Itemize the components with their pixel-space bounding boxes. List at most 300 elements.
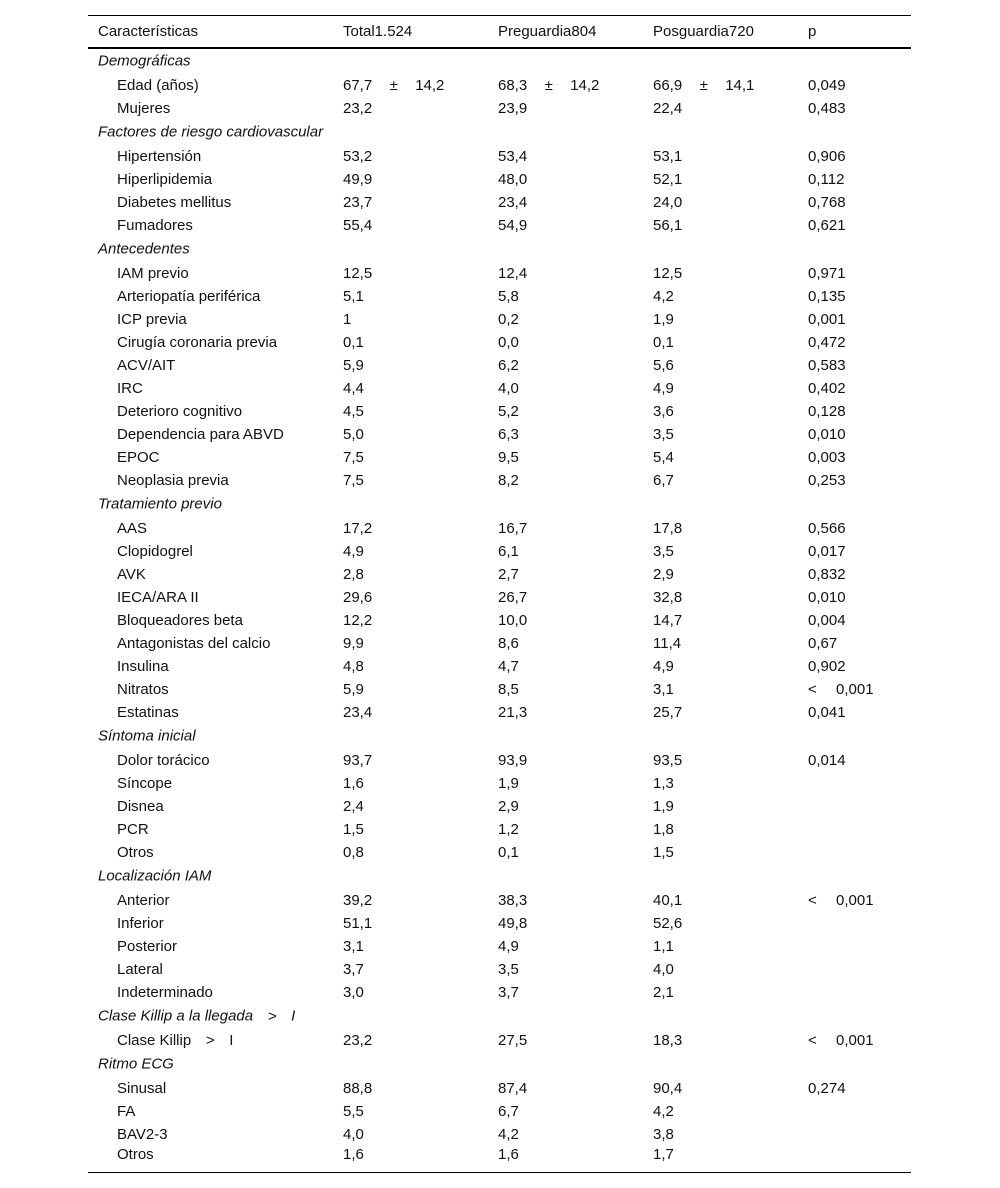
preguardia-cell: [488, 517, 643, 540]
value: 3,0: [343, 983, 364, 1001]
p-value-cell: [798, 214, 911, 237]
plus-minus-sign: ±: [699, 76, 708, 94]
posguardia-cell: [643, 935, 798, 958]
section-title: [88, 237, 911, 262]
row-label: Posterior: [117, 937, 178, 955]
table-row: [88, 958, 911, 981]
total-cell: [333, 262, 488, 285]
row-label-cell: [88, 563, 333, 586]
value: 1,9: [653, 797, 674, 815]
posguardia-cell: [643, 701, 798, 724]
value: 11,4: [653, 634, 682, 652]
row-label: Sinusal: [117, 1079, 167, 1097]
value: 7,5: [343, 471, 364, 489]
row-label: Síncope: [117, 774, 173, 792]
total-cell: [333, 749, 488, 772]
value: 4,8: [343, 657, 364, 675]
posguardia-cell: [643, 145, 798, 168]
value: 17,8: [653, 519, 683, 537]
preguardia-cell: [488, 469, 643, 492]
value: 1,3: [653, 774, 674, 792]
total-cell: [333, 795, 488, 818]
p-value: 0,003: [808, 448, 846, 466]
p-value-cell: [798, 377, 911, 400]
value: 5,6: [653, 356, 674, 374]
p-value: 0,135: [808, 287, 846, 305]
p-value: 0,253: [808, 471, 846, 489]
plus-minus-sign: ±: [389, 76, 398, 94]
row-label: FA: [117, 1102, 136, 1120]
preguardia-cell: [488, 308, 643, 331]
preguardia-cell: [488, 795, 643, 818]
p-value: 0,001: [836, 680, 874, 698]
value: 5,4: [653, 448, 674, 466]
preguardia-cell: [488, 214, 643, 237]
preguardia-cell: [488, 678, 643, 701]
posguardia-cell: [643, 1029, 798, 1052]
row-label-cell: [88, 377, 333, 400]
table-row: [88, 935, 911, 958]
total-cell: [333, 168, 488, 191]
row-label: BAV2-3: [117, 1125, 168, 1143]
total-cell: [333, 308, 488, 331]
row-label-cell: [88, 632, 333, 655]
plus-minus-sign: ±: [544, 76, 553, 94]
table-row: [88, 749, 911, 772]
row-label-cell: [88, 262, 333, 285]
row-label-cell: [88, 772, 333, 795]
section-title: [88, 724, 911, 749]
value: 23,2: [343, 99, 373, 117]
table-row: [88, 354, 911, 377]
row-label: Bloqueadores beta: [117, 611, 243, 629]
value: 5,0: [343, 425, 364, 443]
row-label-cell: [88, 285, 333, 308]
p-value-cell: [798, 632, 911, 655]
posguardia-cell: [643, 446, 798, 469]
section-header-row: [88, 237, 911, 262]
section-title: [88, 1004, 911, 1029]
total-cell: [333, 74, 488, 97]
posguardia-cell: [643, 308, 798, 331]
total-cell: [333, 935, 488, 958]
p-value-cell: [798, 308, 911, 331]
table-row: [88, 981, 911, 1004]
total-cell: [333, 191, 488, 214]
row-label: AVK: [117, 565, 146, 583]
row-label: IRC: [117, 379, 143, 397]
value: 5,5: [343, 1102, 364, 1120]
total-cell: [333, 145, 488, 168]
total-cell: [333, 214, 488, 237]
section-title-text: Antecedentes: [98, 240, 190, 258]
p-value-cell: [798, 1146, 911, 1173]
value: 88,8: [343, 1079, 373, 1097]
value: 48,0: [498, 170, 528, 188]
section-title: [88, 48, 911, 74]
row-label-cell: [88, 912, 333, 935]
row-label-cell: [88, 609, 333, 632]
total-cell: [333, 354, 488, 377]
value: 0,1: [653, 333, 674, 351]
value: 4,0: [498, 379, 519, 397]
row-label-suffix: I: [229, 1031, 234, 1049]
row-label: Hiperlipidemia: [117, 170, 213, 188]
value: 2,1: [653, 983, 674, 1001]
total-cell: [333, 609, 488, 632]
table-row: [88, 308, 911, 331]
preguardia-cell: [488, 749, 643, 772]
preguardia-cell: [488, 331, 643, 354]
value: 3,1: [653, 680, 674, 698]
header-caracteristicas: Características: [88, 16, 333, 48]
p-value: 0,041: [808, 703, 846, 721]
total-cell: [333, 563, 488, 586]
characteristics-table: [88, 15, 911, 1173]
posguardia-cell: [643, 609, 798, 632]
p-value-cell: [798, 841, 911, 864]
p-value-cell: [798, 262, 911, 285]
section-title: [88, 120, 911, 145]
table-row: [88, 262, 911, 285]
value: 25,7: [653, 703, 683, 721]
posguardia-cell: [643, 889, 798, 912]
posguardia-cell: [643, 841, 798, 864]
value: 55,4: [343, 216, 373, 234]
row-label-cell: [88, 446, 333, 469]
value: 4,2: [498, 1125, 519, 1143]
p-value: 0,402: [808, 379, 846, 397]
table-row: [88, 191, 911, 214]
total-cell: [333, 912, 488, 935]
table-row: [88, 285, 911, 308]
value: 3,5: [653, 542, 674, 560]
p-value-cell: [798, 191, 911, 214]
preguardia-cell: [488, 981, 643, 1004]
preguardia-cell: [488, 400, 643, 423]
value: 4,9: [653, 379, 674, 397]
posguardia-cell: [643, 168, 798, 191]
section-title-text: Tratamiento previo: [98, 495, 222, 513]
row-label-cell: [88, 795, 333, 818]
p-value-cell: [798, 74, 911, 97]
section-header-row: [88, 120, 911, 145]
p-value-cell: [798, 981, 911, 1004]
value: 53,4: [498, 147, 528, 165]
p-value: 0,049: [808, 76, 846, 94]
posguardia-cell: [643, 540, 798, 563]
total-cell: [333, 400, 488, 423]
row-label: Mujeres: [117, 99, 171, 117]
preguardia-cell: [488, 191, 643, 214]
row-label: Diabetes mellitus: [117, 193, 232, 211]
value: 2,7: [498, 565, 519, 583]
value: 6,1: [498, 542, 519, 560]
posguardia-cell: [643, 678, 798, 701]
table-row: [88, 517, 911, 540]
row-label: ICP previa: [117, 310, 187, 328]
value: 5,9: [343, 356, 364, 374]
p-value-cell: [798, 958, 911, 981]
std-dev-value: 14,2: [570, 76, 600, 94]
section-title: [88, 864, 911, 889]
greater-than-sign: >: [205, 1031, 215, 1049]
preguardia-cell: [488, 655, 643, 678]
value: 29,6: [343, 588, 373, 606]
row-label: Lateral: [117, 960, 163, 978]
p-value-cell: [798, 749, 911, 772]
value: 23,2: [343, 1031, 373, 1049]
p-value-cell: [798, 1100, 911, 1123]
table-row: [88, 655, 911, 678]
row-label: Deterioro cognitivo: [117, 402, 243, 420]
p-value: 0,001: [808, 310, 846, 328]
preguardia-cell: [488, 262, 643, 285]
p-value: 0,014: [808, 751, 846, 769]
value: 40,1: [653, 891, 683, 909]
value: 1,6: [343, 1145, 364, 1163]
p-value: 0,902: [808, 657, 846, 675]
p-value: 0,128: [808, 402, 846, 420]
preguardia-cell: [488, 912, 643, 935]
p-value-cell: [798, 469, 911, 492]
value: 3,7: [343, 960, 364, 978]
row-label: Hipertensión: [117, 147, 202, 165]
p-value-cell: [798, 1077, 911, 1100]
table-row: [88, 97, 911, 120]
p-value: 0,001: [836, 891, 874, 909]
posguardia-cell: [643, 97, 798, 120]
preguardia-cell: [488, 354, 643, 377]
row-label: EPOC: [117, 448, 160, 466]
header-preguardia: Preguardia804: [488, 16, 643, 48]
total-cell: [333, 1146, 488, 1173]
table-row: [88, 772, 911, 795]
row-label-cell: [88, 331, 333, 354]
value: 3,5: [498, 960, 519, 978]
p-value-cell: [798, 1123, 911, 1146]
posguardia-cell: [643, 1123, 798, 1146]
table-row: [88, 446, 911, 469]
value: 0,2: [498, 310, 519, 328]
posguardia-cell: [643, 772, 798, 795]
row-label: IAM previo: [117, 264, 189, 282]
value: 22,4: [653, 99, 683, 117]
posguardia-cell: [643, 632, 798, 655]
value: 1,6: [343, 774, 364, 792]
less-than-sign: <: [808, 680, 817, 698]
value: 12,2: [343, 611, 373, 629]
section-title-text: Localización IAM: [98, 867, 212, 885]
p-value-cell: [798, 563, 911, 586]
value: 23,4: [343, 703, 373, 721]
total-cell: [333, 469, 488, 492]
value: 49,9: [343, 170, 373, 188]
value: 8,2: [498, 471, 519, 489]
table-row: [88, 423, 911, 446]
table-row: [88, 701, 911, 724]
row-label: Arteriopatía periférica: [117, 287, 261, 305]
row-label-cell: [88, 214, 333, 237]
row-label-cell: [88, 168, 333, 191]
value: 0,1: [498, 843, 519, 861]
posguardia-cell: [643, 586, 798, 609]
value: 4,4: [343, 379, 364, 397]
preguardia-cell: [488, 74, 643, 97]
total-cell: [333, 678, 488, 701]
value: 3,6: [653, 402, 674, 420]
p-value-cell: [798, 586, 911, 609]
preguardia-cell: [488, 1123, 643, 1146]
preguardia-cell: [488, 841, 643, 864]
row-label-cell: [88, 97, 333, 120]
table-row: [88, 632, 911, 655]
total-cell: [333, 1100, 488, 1123]
preguardia-cell: [488, 168, 643, 191]
posguardia-cell: [643, 795, 798, 818]
p-value: 0,832: [808, 565, 846, 583]
value: 66,9: [653, 76, 683, 94]
p-value: 0,472: [808, 333, 846, 351]
row-label: Edad (años): [117, 76, 199, 94]
value: 49,8: [498, 914, 528, 932]
posguardia-cell: [643, 655, 798, 678]
posguardia-cell: [643, 517, 798, 540]
p-value: 0,004: [808, 611, 846, 629]
row-label-cell: [88, 469, 333, 492]
value: 51,1: [343, 914, 373, 932]
p-value-cell: [798, 795, 911, 818]
p-value: 0,583: [808, 356, 846, 374]
value: 23,4: [498, 193, 528, 211]
section-title-text: Ritmo ECG: [98, 1055, 174, 1073]
row-label-cell: [88, 981, 333, 1004]
value: 1,9: [653, 310, 674, 328]
preguardia-cell: [488, 97, 643, 120]
total-cell: [333, 540, 488, 563]
posguardia-cell: [643, 1100, 798, 1123]
value: 67,7: [343, 76, 373, 94]
p-value-cell: [798, 145, 911, 168]
p-value-cell: [798, 168, 911, 191]
row-label: IECA/ARA II: [117, 588, 199, 606]
row-label-cell: [88, 958, 333, 981]
preguardia-cell: [488, 889, 643, 912]
value: 18,3: [653, 1031, 683, 1049]
value: 4,2: [653, 287, 674, 305]
value: 0,1: [343, 333, 364, 351]
row-label: Fumadores: [117, 216, 193, 234]
table-row: [88, 331, 911, 354]
preguardia-cell: [488, 540, 643, 563]
row-label-cell: [88, 354, 333, 377]
total-cell: [333, 632, 488, 655]
table-body: [88, 48, 911, 1173]
value: 0,8: [343, 843, 364, 861]
p-value-cell: [798, 912, 911, 935]
p-value: 0,112: [808, 170, 845, 188]
value: 87,4: [498, 1079, 528, 1097]
preguardia-cell: [488, 609, 643, 632]
total-cell: [333, 285, 488, 308]
row-label-cell: [88, 191, 333, 214]
total-cell: [333, 981, 488, 1004]
total-cell: [333, 1123, 488, 1146]
p-value-cell: [798, 97, 911, 120]
value: 12,4: [498, 264, 528, 282]
posguardia-cell: [643, 818, 798, 841]
table-row: [88, 841, 911, 864]
value: 54,9: [498, 216, 528, 234]
row-label: Clase Killip: [117, 1031, 192, 1049]
p-value-cell: [798, 354, 911, 377]
posguardia-cell: [643, 285, 798, 308]
p-value: 0,971: [808, 264, 846, 282]
value: 2,4: [343, 797, 364, 815]
posguardia-cell: [643, 423, 798, 446]
posguardia-cell: [643, 377, 798, 400]
preguardia-cell: [488, 935, 643, 958]
value: 90,4: [653, 1079, 683, 1097]
value: 14,7: [653, 611, 683, 629]
value: 93,7: [343, 751, 373, 769]
table-row: [88, 1100, 911, 1123]
row-label-cell: [88, 308, 333, 331]
row-label-cell: [88, 145, 333, 168]
row-label: AAS: [117, 519, 148, 537]
preguardia-cell: [488, 1029, 643, 1052]
greater-than-sign: >: [267, 1007, 277, 1025]
value: 53,1: [653, 147, 683, 165]
row-label-cell: [88, 841, 333, 864]
preguardia-cell: [488, 1077, 643, 1100]
value: 17,2: [343, 519, 373, 537]
value: 1,5: [653, 843, 674, 861]
row-label-cell: [88, 586, 333, 609]
value: 3,7: [498, 983, 519, 1001]
value: 3,5: [653, 425, 674, 443]
row-label: Cirugía coronaria previa: [117, 333, 278, 351]
total-cell: [333, 517, 488, 540]
p-value-cell: [798, 517, 911, 540]
row-label-cell: [88, 517, 333, 540]
value: 68,3: [498, 76, 528, 94]
value: 5,2: [498, 402, 519, 420]
preguardia-cell: [488, 285, 643, 308]
table-row: [88, 214, 911, 237]
row-label: Otros: [117, 1145, 154, 1163]
posguardia-cell: [643, 749, 798, 772]
row-label-cell: [88, 701, 333, 724]
preguardia-cell: [488, 772, 643, 795]
section-header-row: [88, 1004, 911, 1029]
value: 1,2: [498, 820, 519, 838]
value: 4,9: [343, 542, 364, 560]
section-title: [88, 492, 911, 517]
total-cell: [333, 772, 488, 795]
total-cell: [333, 701, 488, 724]
row-label-cell: [88, 655, 333, 678]
value: 1,1: [653, 937, 674, 955]
p-value-cell: [798, 285, 911, 308]
posguardia-cell: [643, 912, 798, 935]
row-label-cell: [88, 749, 333, 772]
less-than-sign: <: [808, 891, 817, 909]
row-label-cell: [88, 818, 333, 841]
value: 12,5: [653, 264, 683, 282]
value: 4,0: [653, 960, 674, 978]
p-value-cell: [798, 423, 911, 446]
